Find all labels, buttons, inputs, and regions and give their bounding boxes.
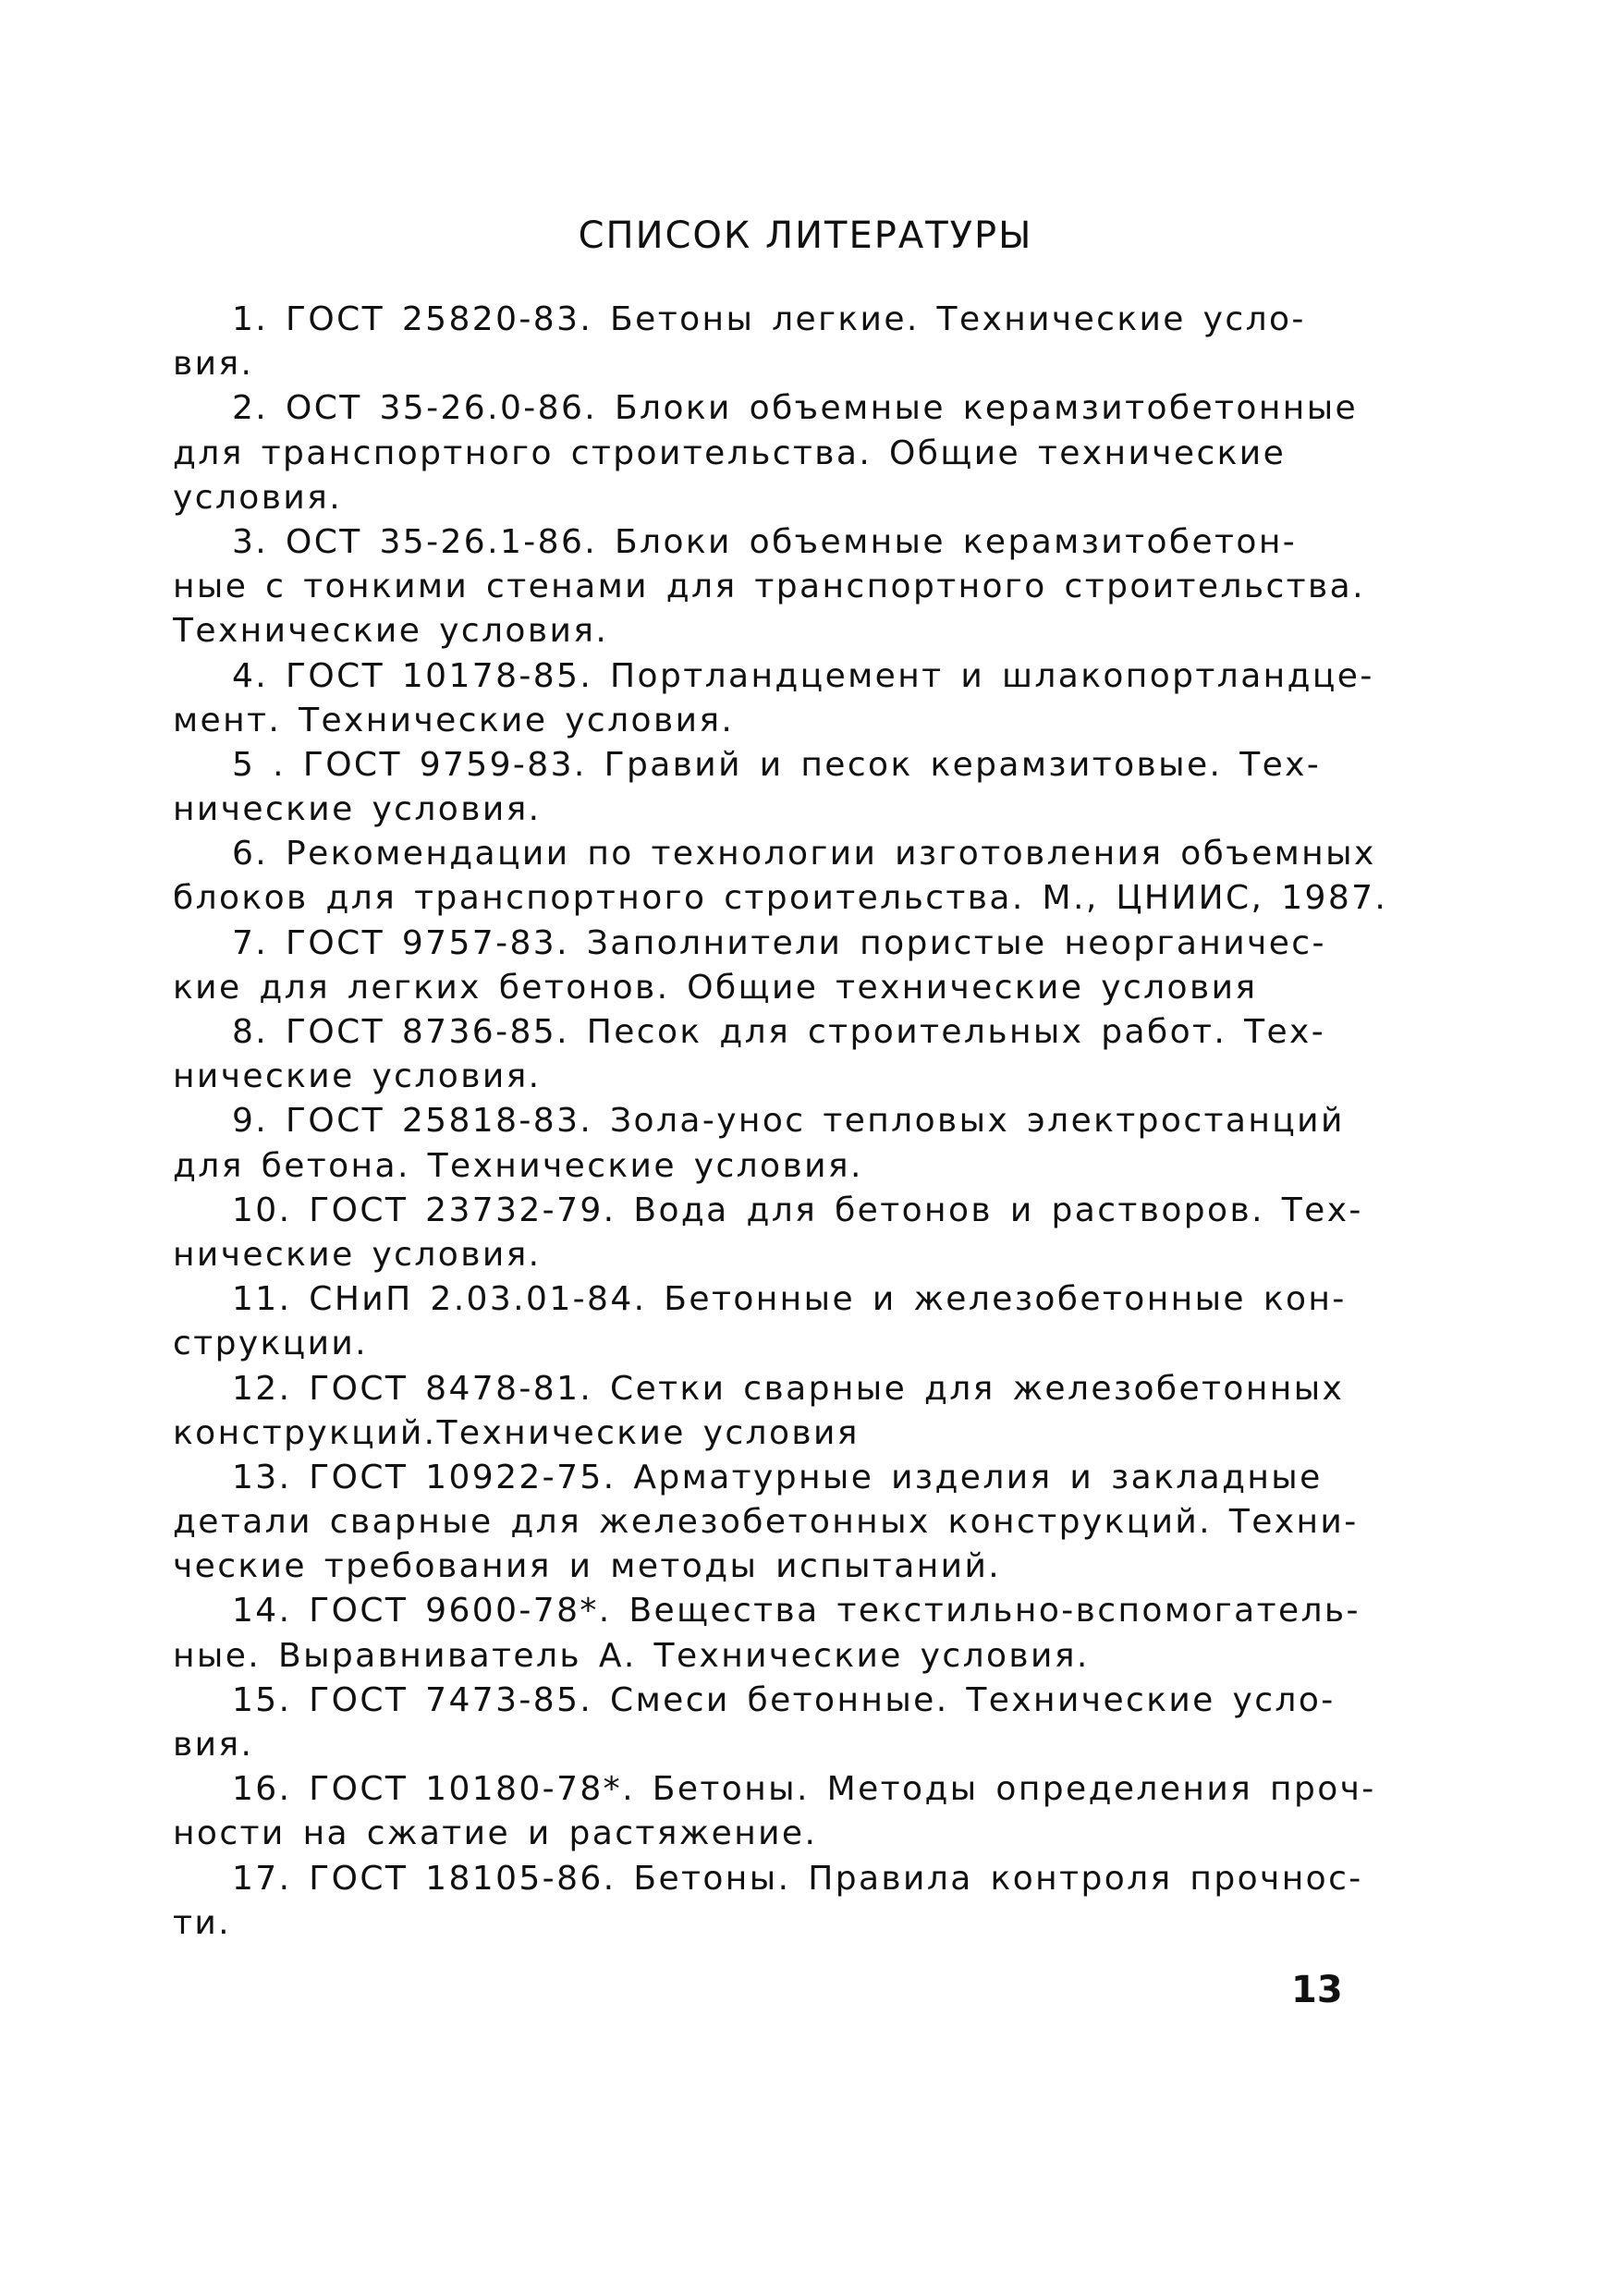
page-title: СПИСОК ЛИТЕРАТУРЫ [578, 214, 1033, 257]
entry-continuation-line: Технические условия. [173, 612, 609, 651]
entry-continuation-line: конструкций.Технические условия [173, 1413, 860, 1452]
entry-continuation-line: условия. [173, 478, 343, 517]
bibliography-entry [173, 298, 1402, 386]
bibliography-entry [173, 654, 1402, 743]
entry-continuation-line: мент. Технические условия. [173, 701, 735, 739]
entry-continuation-line: вия. [173, 1726, 254, 1764]
entry-first-line: 1. ГОСТ 25820-83. Бетоны легкие. Технические усло- [232, 300, 1306, 338]
bibliography-entry [173, 386, 1402, 520]
entry-first-line: 15. ГОСТ 7473-85. Смеси бетонные. Технические усло- [232, 1680, 1336, 1719]
entry-first-line: 14. ГОСТ 9600-78*. Вещества текстильно-вспомогатель- [232, 1592, 1361, 1630]
bibliography-entry [173, 1367, 1402, 1456]
entry-continuation-line: ти. [173, 1903, 232, 1942]
bibliography-entry [173, 832, 1402, 921]
bibliography-entry [173, 743, 1402, 832]
bibliography-entry [173, 1456, 1402, 1590]
bibliography-entry [173, 1679, 1402, 1767]
entry-first-line: 3. ОСТ 35-26.1-86. Блоки объемные керамзитобетон- [232, 522, 1298, 561]
bibliography-list [173, 298, 1402, 1946]
entry-continuation-line: ные с тонкими стенами для транспортного строительства. [173, 568, 1365, 606]
entry-first-line: 9. ГОСТ 25818-83. Зола-унос тепловых электростанций [232, 1102, 1345, 1141]
entry-continuation-line: ческие требования и методы испытаний. [173, 1547, 1002, 1586]
entry-first-line: 4. ГОСТ 10178-85. Портландцемент и шлакопортландце- [232, 656, 1374, 695]
entry-continuation-line: ности на сжатие и растяжение. [173, 1814, 818, 1853]
page-number: 13 [1291, 1969, 1343, 2011]
entry-continuation-line: для бетона. Технические условия. [173, 1146, 863, 1185]
bibliography-entry [173, 1857, 1402, 1946]
entry-continuation-line: нические условия. [173, 790, 542, 829]
bibliography-entry [173, 1010, 1402, 1099]
entry-first-line: 8. ГОСТ 8736-85. Песок для строительных работ. Тех- [232, 1013, 1326, 1051]
entry-first-line: 13. ГОСТ 10922-75. Арматурные изделия и закладные [232, 1458, 1323, 1496]
bibliography-entry [173, 1277, 1402, 1366]
bibliography-entry [173, 520, 1402, 654]
entry-first-line: 2. ОСТ 35-26.0-86. Блоки объемные керамзитобетонные [232, 389, 1359, 428]
entry-continuation-line: детали сварные для железобетонных конструкций. Техни- [173, 1503, 1359, 1542]
entry-first-line: 7. ГОСТ 9757-83. Заполнители пористые неорганичес- [232, 923, 1326, 962]
entry-first-line: 16. ГОСТ 10180-78*. Бетоны. Методы определения проч- [232, 1770, 1376, 1809]
entry-continuation-line: струкции. [173, 1325, 369, 1363]
bibliography-entry [173, 1589, 1402, 1678]
entry-continuation-line: блоков для транспортного строительства. М., ЦНИИС, 1987. [173, 879, 1388, 918]
bibliography-entry [173, 1099, 1402, 1188]
bibliography-entry [173, 922, 1402, 1010]
entry-continuation-line: для транспортного строительства. Общие технические [173, 434, 1287, 472]
bibliography-entry [173, 1189, 1402, 1277]
entry-first-line: 10. ГОСТ 23732-79. Вода для бетонов и растворов. Тех- [232, 1191, 1363, 1229]
entry-continuation-line: кие для легких бетонов. Общие технические условия [173, 968, 1258, 1007]
entry-continuation-line: вия. [173, 345, 254, 384]
entry-first-line: 12. ГОСТ 8478-81. Сетки сварные для железобетонных [232, 1369, 1345, 1408]
entry-first-line: 5 . ГОСТ 9759-83. Гравий и песок керамзитовые. Тех- [232, 745, 1322, 784]
entry-continuation-line: нические условия. [173, 1235, 542, 1274]
entry-first-line: 17. ГОСТ 18105-86. Бетоны. Правила контроля прочнос- [232, 1859, 1363, 1898]
entry-first-line: 11. СНиП 2.03.01-84. Бетонные и железобетонные кон- [232, 1280, 1347, 1319]
bibliography-entry [173, 1767, 1402, 1856]
entry-continuation-line: ные. Выравниватель А. Технические условия. [173, 1636, 1090, 1675]
entry-continuation-line: нические условия. [173, 1057, 542, 1096]
entry-first-line: 6. Рекомендации по технологии изготовления объемных [232, 835, 1376, 873]
